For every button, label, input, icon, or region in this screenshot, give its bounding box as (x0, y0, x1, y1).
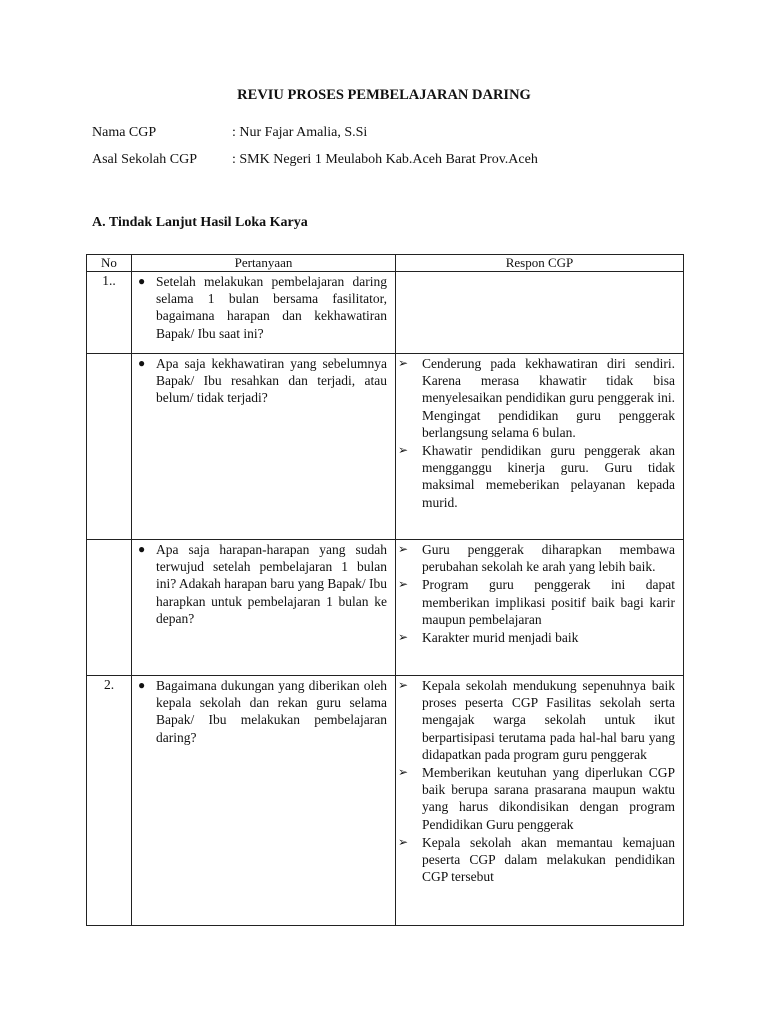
response-text: Program guru penggerak ini dapat memberikan implikasi positif baik bagi karir maupun pembelajaran (422, 577, 675, 627)
response-item (396, 833, 683, 886)
table-row (87, 540, 684, 676)
asal-label: Asal Sekolah CGP (92, 152, 197, 167)
question-text: Apa saja kekhawatiran yang sebelumnya Bapak/ Ibu resahkan dan terjadi, atau belum/ tidak terjadi? (156, 356, 387, 406)
table-row (87, 676, 684, 926)
bullet-icon: ● (138, 356, 146, 370)
arrow-bullet-icon: ➢ (398, 542, 409, 556)
arrow-bullet-icon: ➢ (398, 630, 409, 645)
asal-value: : SMK Negeri 1 Meulaboh Kab.Aceh Barat Prov.Aceh (232, 152, 538, 167)
question-text: Bagaimana dukungan yang diberikan oleh kepala sekolah dan rekan guru selama Bapak/ Ibu melakukan pembelajaran daring? (156, 678, 387, 745)
question-cell (132, 676, 396, 926)
response-item (396, 628, 683, 646)
question-text: Apa saja harapan-harapan yang sudah terwujud setelah pembelajaran 1 bulan ini? Adakah harapan baru yang Bapak/ Ibu harapkan untuk pembelajaran 1 bulan ke depan? (156, 542, 387, 626)
arrow-bullet-icon: ➢ (398, 356, 409, 370)
nama-value: : Nur Fajar Amalia, S.Si (232, 125, 368, 140)
response-text: Memberikan keutuhan yang diperlukan CGP baik berupa sarana prasarana maupun waktu yang harus dikondisikan dengan program Pendidikan Guru penggerak (422, 765, 675, 832)
response-text: Kepala sekolah mendukung sepenuhnya baik proses peserta CGP Fasilitas sekolah serta mengajak warga sekolah untuk ikut berpartisipasi terutama pada hal-hal baru yang didapatkan pada program guru penggerak (422, 678, 675, 762)
response-item (396, 575, 683, 628)
row-number: 2. (87, 676, 132, 926)
bullet-icon: ● (138, 274, 146, 288)
response-cell (396, 272, 684, 354)
table-row (87, 354, 684, 540)
response-item (396, 763, 683, 833)
response-item (396, 354, 683, 441)
response-item (396, 676, 683, 763)
question-cell (132, 540, 396, 676)
response-item (396, 540, 683, 575)
arrow-bullet-icon: ➢ (398, 443, 409, 458)
response-text: Kepala sekolah akan memantau kemajuan peserta CGP dalam melakukan pendidikan CGP tersebut (422, 834, 675, 885)
response-text: Guru penggerak diharapkan membawa perubahan sekolah ke arah yang lebih baik. (422, 542, 675, 575)
response-cell (396, 676, 684, 926)
question-cell (132, 354, 396, 540)
response-cell (396, 540, 684, 676)
document-title: REVIU PROSES PEMBELAJARAN DARING (237, 87, 531, 103)
response-item (396, 441, 683, 511)
section-heading: A. Tindak Lanjut Hasil Loka Karya (92, 215, 308, 230)
review-table (86, 254, 684, 926)
arrow-bullet-icon: ➢ (398, 678, 409, 692)
arrow-bullet-icon: ➢ (398, 834, 409, 849)
response-cell (396, 354, 684, 540)
header-pertanyaan: Pertanyaan (132, 255, 396, 272)
table-row (87, 272, 684, 354)
bullet-icon: ● (138, 542, 146, 556)
nama-label: Nama CGP (92, 125, 157, 140)
header-respon: Respon CGP (396, 255, 684, 272)
table-header-row (87, 255, 684, 272)
response-text: Khawatir pendidikan guru penggerak akan mengganggu kinerja guru. Guru tidak maksimal memeberikan pelayanan kepada murid. (422, 443, 675, 510)
bullet-icon: ● (138, 678, 146, 692)
header-no: No (87, 255, 132, 272)
row-number (87, 354, 132, 540)
question-text: Setelah melakukan pembelajaran daring selama 1 bulan bersama fasilitator, bagaimana harapan dan kekhawatiran Bapak/ Ibu saat ini? (156, 274, 387, 341)
row-number: 1.. (87, 272, 132, 354)
arrow-bullet-icon: ➢ (398, 765, 409, 780)
response-text: Karakter murid menjadi baik (422, 630, 579, 646)
row-number (87, 540, 132, 676)
arrow-bullet-icon: ➢ (398, 577, 409, 592)
response-text: Cenderung pada kekhawatiran diri sendiri. Karena merasa khawatir tidak bisa menyelesaikan pendidikan guru penggerak ini. Mengingat pendidikan guru penggerak berlangsung selama 6 bulan. (422, 356, 675, 440)
question-cell (132, 272, 396, 354)
